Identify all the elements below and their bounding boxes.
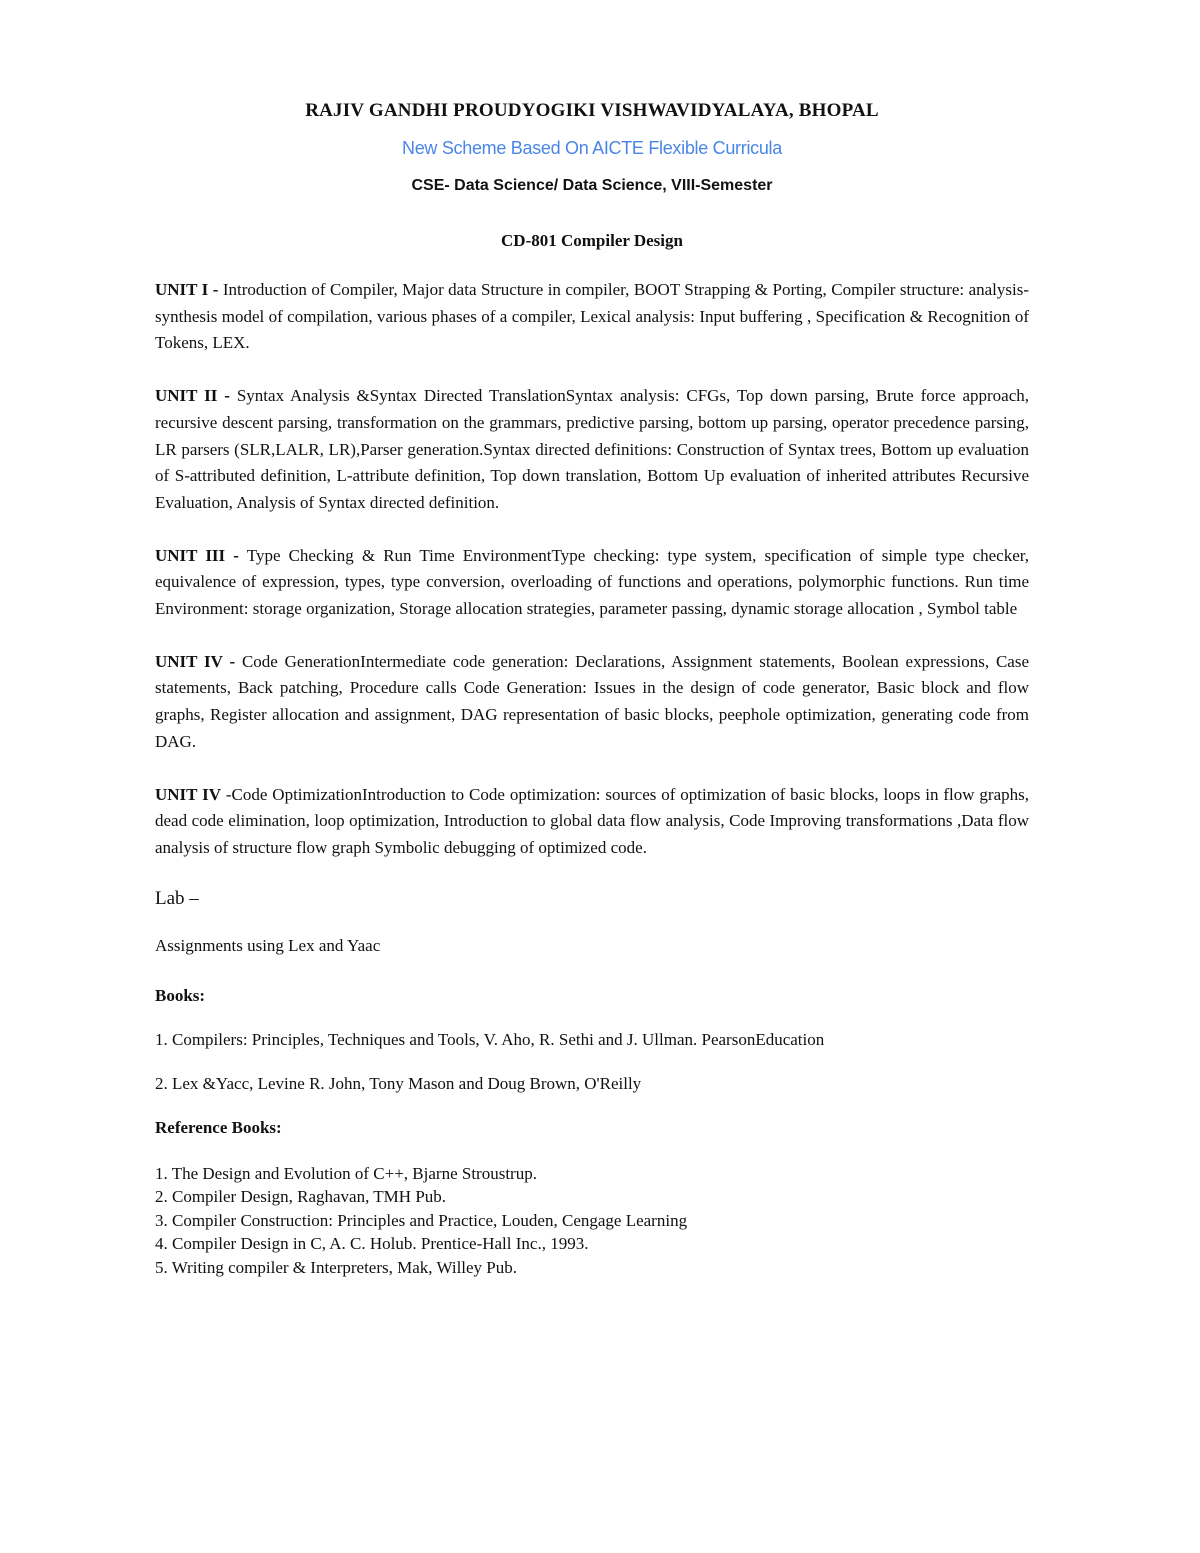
scheme-subtitle: New Scheme Based On AICTE Flexible Curricula (402, 138, 782, 158)
reference-book-item: 3. Compiler Construction: Principles and Practice, Louden, Cengage Learning (155, 1210, 688, 1230)
university-title: RAJIV GANDHI PROUDYOGIKI VISHWAVIDYALAYA, BHOPAL (305, 100, 879, 121)
unit-text: Code GenerationIntermediate code generation: Declarations, Assignment statements, Boolean expressions, Case statements, Back patching, Procedure calls Code Generation: Issues in the design of code generator, Basic block and flow graphs, Register allocation and assignment, DAG representation of basic blocks, peephole optimization, generating code from DAG. (155, 651, 1029, 751)
unit-text: Type Checking & Run Time EnvironmentType checking: type system, specification of simple type checker, equivalence of expression, types, type conversion, overloading of functions and operations, polymorphic functions. Run time Environment: storage organization, Storage allocation strategies, parameter passing, dynamic storage allocation , Symbol table (155, 545, 1029, 619)
semester-heading: CSE- Data Science/ Data Science, VIII-Semester (411, 177, 773, 194)
unit-label: UNIT IV (155, 784, 221, 804)
reference-book-item: 2. Compiler Design, Raghavan, TMH Pub. (155, 1187, 447, 1207)
unit-2 (155, 383, 1029, 517)
unit-label: UNIT I - (155, 280, 219, 299)
reference-book-item: 4. Compiler Design in C, A. C. Holub. Prentice-Hall Inc., 1993. (155, 1234, 589, 1254)
unit-text: Introduction of Compiler, Major data Structure in compiler, BOOT Strapping & Porting, Compiler structure: analysis-synthesis model of compilation, various phases of a compiler, Lexical analysis: Input buffering , Specification & Recognition of Tokens, LEX. (155, 280, 1029, 353)
syllabus-page (155, 100, 1029, 1279)
unit-1 (155, 277, 1029, 357)
unit-text: -Code OptimizationIntroduction to Code optimization: sources of optimization of basic blocks, loops in flow graphs, dead code elimination, loop optimization, Introduction to global data flow analysis, Code Improving transformations ,Data flow analysis of structure flow graph Symbolic debugging of optimized code. (155, 784, 1029, 857)
book-item: 2. Lex &Yacc, Levine R. John, Tony Mason and Doug Brown, O'Reilly (155, 1073, 642, 1093)
book-item: 1. Compilers: Principles, Techniques and Tools, V. Aho, R. Sethi and J. Ullman. PearsonEducation (155, 1029, 825, 1049)
unit-label: UNIT IV - (155, 651, 236, 671)
lab-text: Assignments using Lex and Yaac (155, 935, 381, 955)
books-heading: Books: (155, 985, 206, 1005)
course-title: CD-801 Compiler Design (501, 231, 683, 250)
unit-3 (155, 543, 1029, 623)
reference-book-item: 5. Writing compiler & Interpreters, Mak, Willey Pub. (155, 1257, 518, 1277)
unit-label: UNIT III - (155, 545, 239, 565)
unit-5 (155, 782, 1029, 862)
lab-heading: Lab – (155, 887, 199, 909)
reference-book-item: 1. The Design and Evolution of C++, Bjarne Stroustrup. (155, 1163, 537, 1183)
reference-books-list (155, 1162, 1029, 1280)
reference-books-heading: Reference Books: (155, 1117, 282, 1137)
unit-4 (155, 649, 1029, 756)
unit-label: UNIT II - (155, 386, 230, 406)
unit-text: Syntax Analysis &Syntax Directed TranslationSyntax analysis: CFGs, Top down parsing, Brute force approach, recursive descent parsing, transformation on the grammars, predictive parsing, bottom up parsing, operator precedence parsing, LR parsers (SLR,LALR, LR),Parser generation.Syntax directed definitions: Construction of Syntax trees, Bottom up evaluation of S-attributed definition, L-attribute definition, Top down translation, Bottom Up evaluation of inherited attributes Recursive Evaluation, Analysis of Syntax directed definition. (155, 386, 1029, 512)
